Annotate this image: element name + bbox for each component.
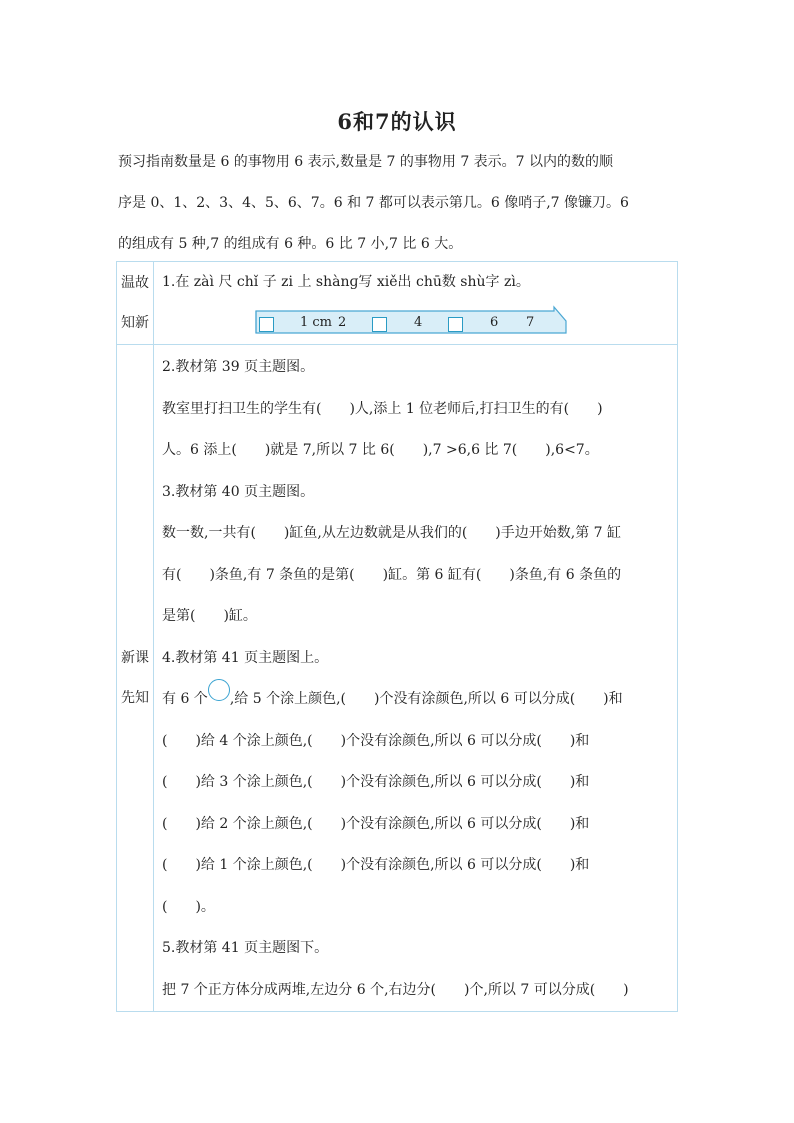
intro-line: 预习指南数量是 6 的事物用 6 表示,数量是 7 的事物用 7 表示。7 以内的数的顺 — [118, 154, 614, 170]
page-title: 6和7的认识 — [337, 109, 457, 134]
question-line: 人。6 添上( )就是 7,所以 7 比 6( ),7 >6,6 比 7( ),6<7。 — [162, 442, 599, 458]
review-label-cell — [117, 262, 154, 345]
question-line: 5.教材第 41 页主题图下。 — [162, 940, 329, 956]
question-line: 4.教材第 41 页主题图上。 — [162, 649, 329, 666]
preview-guide — [118, 142, 678, 265]
question-line: 教室里打扫卫生的学生有( )人,添上 1 位老师后,打扫卫生的有( ) — [162, 400, 603, 417]
review-label: 温故 — [121, 275, 149, 291]
question-line: ( )。 — [162, 898, 215, 915]
question-line: 是第( )缸。 — [162, 608, 257, 624]
exercise-table — [116, 261, 678, 1012]
question-1: 1.在 zàì 尺 chǐ 子 zi 上 shànɡ写 xiě出 chū数 shù字 zì。 — [162, 274, 530, 290]
question-line: 3.教材第 40 页主题图。 — [162, 483, 315, 500]
question-line: 有( )条鱼,有 7 条鱼的是第( )缸。第 6 缸有( )条鱼,有 6 条鱼的 — [162, 566, 622, 583]
review-label: 知新 — [121, 315, 149, 331]
ruler-label: 7 — [526, 315, 535, 330]
ruler — [254, 305, 572, 335]
ruler-label: 4 — [414, 315, 423, 330]
ruler-label: 1 cm — [300, 315, 333, 330]
circle-icon — [208, 679, 230, 701]
question-line: 2.教材第 39 页主题图。 — [162, 359, 315, 375]
answer-box[interactable] — [259, 317, 274, 332]
question-line-with-circle — [154, 679, 677, 721]
preview-label-cell — [117, 345, 154, 1012]
intro-line: 的组成有 5 种,7 的组成有 6 种。6 比 7 小,7 比 6 大。 — [118, 236, 463, 252]
answer-box[interactable] — [448, 317, 463, 332]
question-line: ( )给 2 个涂上颜色,( )个没有涂颜色,所以 6 可以分成( )和 — [162, 815, 590, 832]
question-line: ( )给 3 个涂上颜色,( )个没有涂颜色,所以 6 可以分成( )和 — [162, 774, 590, 790]
preview-label: 先知 — [121, 690, 149, 706]
intro-line: 序是 0、1、2、3、4、5、6、7。6 和 7 都可以表示第几。6 像哨子,7 像镰刀。6 — [118, 195, 629, 211]
review-row — [117, 262, 678, 345]
circle-prefix: 有 6 个 — [162, 691, 208, 707]
question-line: ( )给 1 个涂上颜色,( )个没有涂颜色,所以 6 可以分成( )和 — [162, 857, 590, 873]
ruler-label: 6 — [490, 315, 499, 330]
question-line: 把 7 个正方体分成两堆,左边分 6 个,右边分( )个,所以 7 可以分成( ) — [162, 981, 629, 998]
question-line: 数一数,一共有( )缸鱼,从左边数就是从我们的( )手边开始数,第 7 缸 — [162, 525, 622, 541]
answer-box[interactable] — [372, 317, 387, 332]
ruler-figure — [154, 302, 677, 342]
ruler-label: 2 — [338, 315, 347, 330]
preview-row — [117, 345, 678, 1012]
preview-label: 新课 — [121, 650, 149, 666]
circle-suffix: ,给 5 个涂上颜色,( )个没有涂颜色,所以 6 可以分成( )和 — [229, 691, 623, 707]
preview-content — [154, 345, 678, 1012]
question-line: ( )给 4 个涂上颜色,( )个没有涂颜色,所以 6 可以分成( )和 — [162, 732, 590, 749]
review-content — [154, 262, 678, 345]
